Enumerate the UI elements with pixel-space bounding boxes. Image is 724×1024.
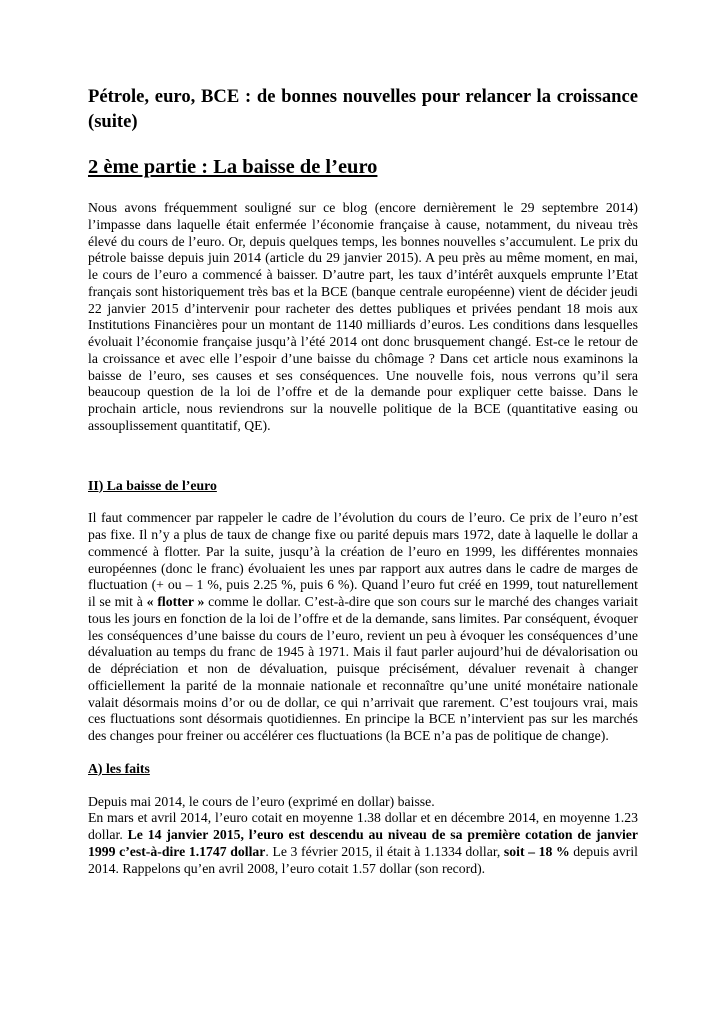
document-page	[88, 84, 638, 877]
document-title: Pétrole, euro, BCE : de bonnes nouvelles pour relancer la croissance (suite)	[88, 86, 638, 132]
sub-heading-facts: A) les faits	[88, 760, 150, 776]
facts-text-part3: depuis avril 2014. Rappelons qu’en avril 2008, l’euro cotait 1.57 dollar (son record).	[88, 843, 638, 876]
flotter-emphasis: « flotter »	[146, 594, 205, 609]
facts-text-part1: En mars et avril 2014, l’euro cotait en moyenne 1.38 dollar et en décembre 2014, en moyenne 1.23 dollar.	[88, 810, 638, 842]
part-title: 2 ème partie : La baisse de l’euro	[88, 156, 378, 178]
facts-paragraph	[88, 794, 638, 878]
facts-bold-2: soit – 18 %	[503, 843, 570, 859]
facts-text-part2: . Le 3 février 2015, il était à 1.1334 dollar,	[265, 843, 504, 859]
facts-bold-1: Le 14 janvier 2015, l’euro est descendu au niveau de sa première cotation de janvier 1999 c’est-à-dire 1.1747 dollar	[88, 827, 638, 859]
intro-paragraph: Nous avons fréquemment souligné sur ce blog (encore dernièrement le 29 septembre 2014) l’impasse dans laquelle était enfermée l’économie française à cause, notamment, du niveau très élevé du cours de l’euro. Or, depuis quelques temps, les bonnes nouvelles s’accumulent. Le prix du pétrole baisse depuis juin 2014 (article du 29 janvier 2015). A peu près au même moment, en mai, le cours de l’euro a commencé à baisser. D’autre part, les taux d’intérêt auxquels emprunte l’Etat français sont historiquement très bas et la BCE (banque centrale européenne) vient de décider jeudi 22 janvier 2015 d’intervenir pour racheter des dettes publiques et privées pendant 18 mois aux Institutions Financières pour un montant de 1140 milliards d’euros. Les conditions dans lesquelles évoluait l’économie française jusqu’à l’été 2014 ont donc brusquement changé. Est-ce le retour de la croissance et avec elle l’espoir d’une baisse du chômage ? Dans cet article nous examinons la baisse de l’euro, ses causes et ses conséquences. Une nouvelle fois, nous verrons qu’il sera beaucoup question de la loi de l’offre et de la demande pour expliquer cette baisse. Dans le prochain article, nous reviendrons sur la nouvelle politique de la BCE (quantitative easing ou assouplissement quantitatif, QE).	[88, 200, 638, 433]
section-text-part2: comme le dollar. C’est-à-dire que son cours sur le marché des changes variait tous les jours en fonction de la loi de l’offre et de la demande, sans limites. Par conséquent, évoquer les conséquences d’une baisse du cours de l’euro, revient un peu à évoquer les conséquences d’une dévaluation au temps du franc de 1945 à 1971. Mais il faut parler aujourd’hui de dévalorisation ou de dépréciation et non de dévaluation, puisque précisément, dévaluer revenait à changer officiellement la parité de la monnaie nationale et reconnaître qu’une unité monétaire nationale valait désormais moins d’or ou de dollar, ce qui n’arrivait que rarement. C’est toujours vrai, mais ces fluctuations sont désormais quotidiennes. En principe la BCE n’intervient pas sur les marchés des changes pour freiner ou accélérer ces fluctuations (la BCE n’a pas de politique de change).	[88, 594, 638, 743]
facts-line1: Depuis mai 2014, le cours de l’euro (exprimé en dollar) baisse.	[88, 793, 435, 809]
section-paragraph	[88, 510, 638, 745]
section-text-part1: Il faut commencer par rappeler le cadre de l’évolution du cours de l’euro. Ce prix de l’euro n’est pas fixe. Il n’y a plus de taux de change fixe ou parité depuis mars 1972, date à laquelle le dollar a commencé à flotter. Par la suite, jusqu’à la création de l’euro en 1999, les différentes monnaies européennes (donc le franc) évoluaient les unes par rapport aux autres dans le cadre de marges de fluctuation (+ ou – 1 %, puis 2.25 %, puis 6 %). Quand l’euro fut créé en 1999, tout naturellement il se mit à	[88, 510, 638, 609]
section-heading: II) La baisse de l’euro	[88, 477, 217, 493]
